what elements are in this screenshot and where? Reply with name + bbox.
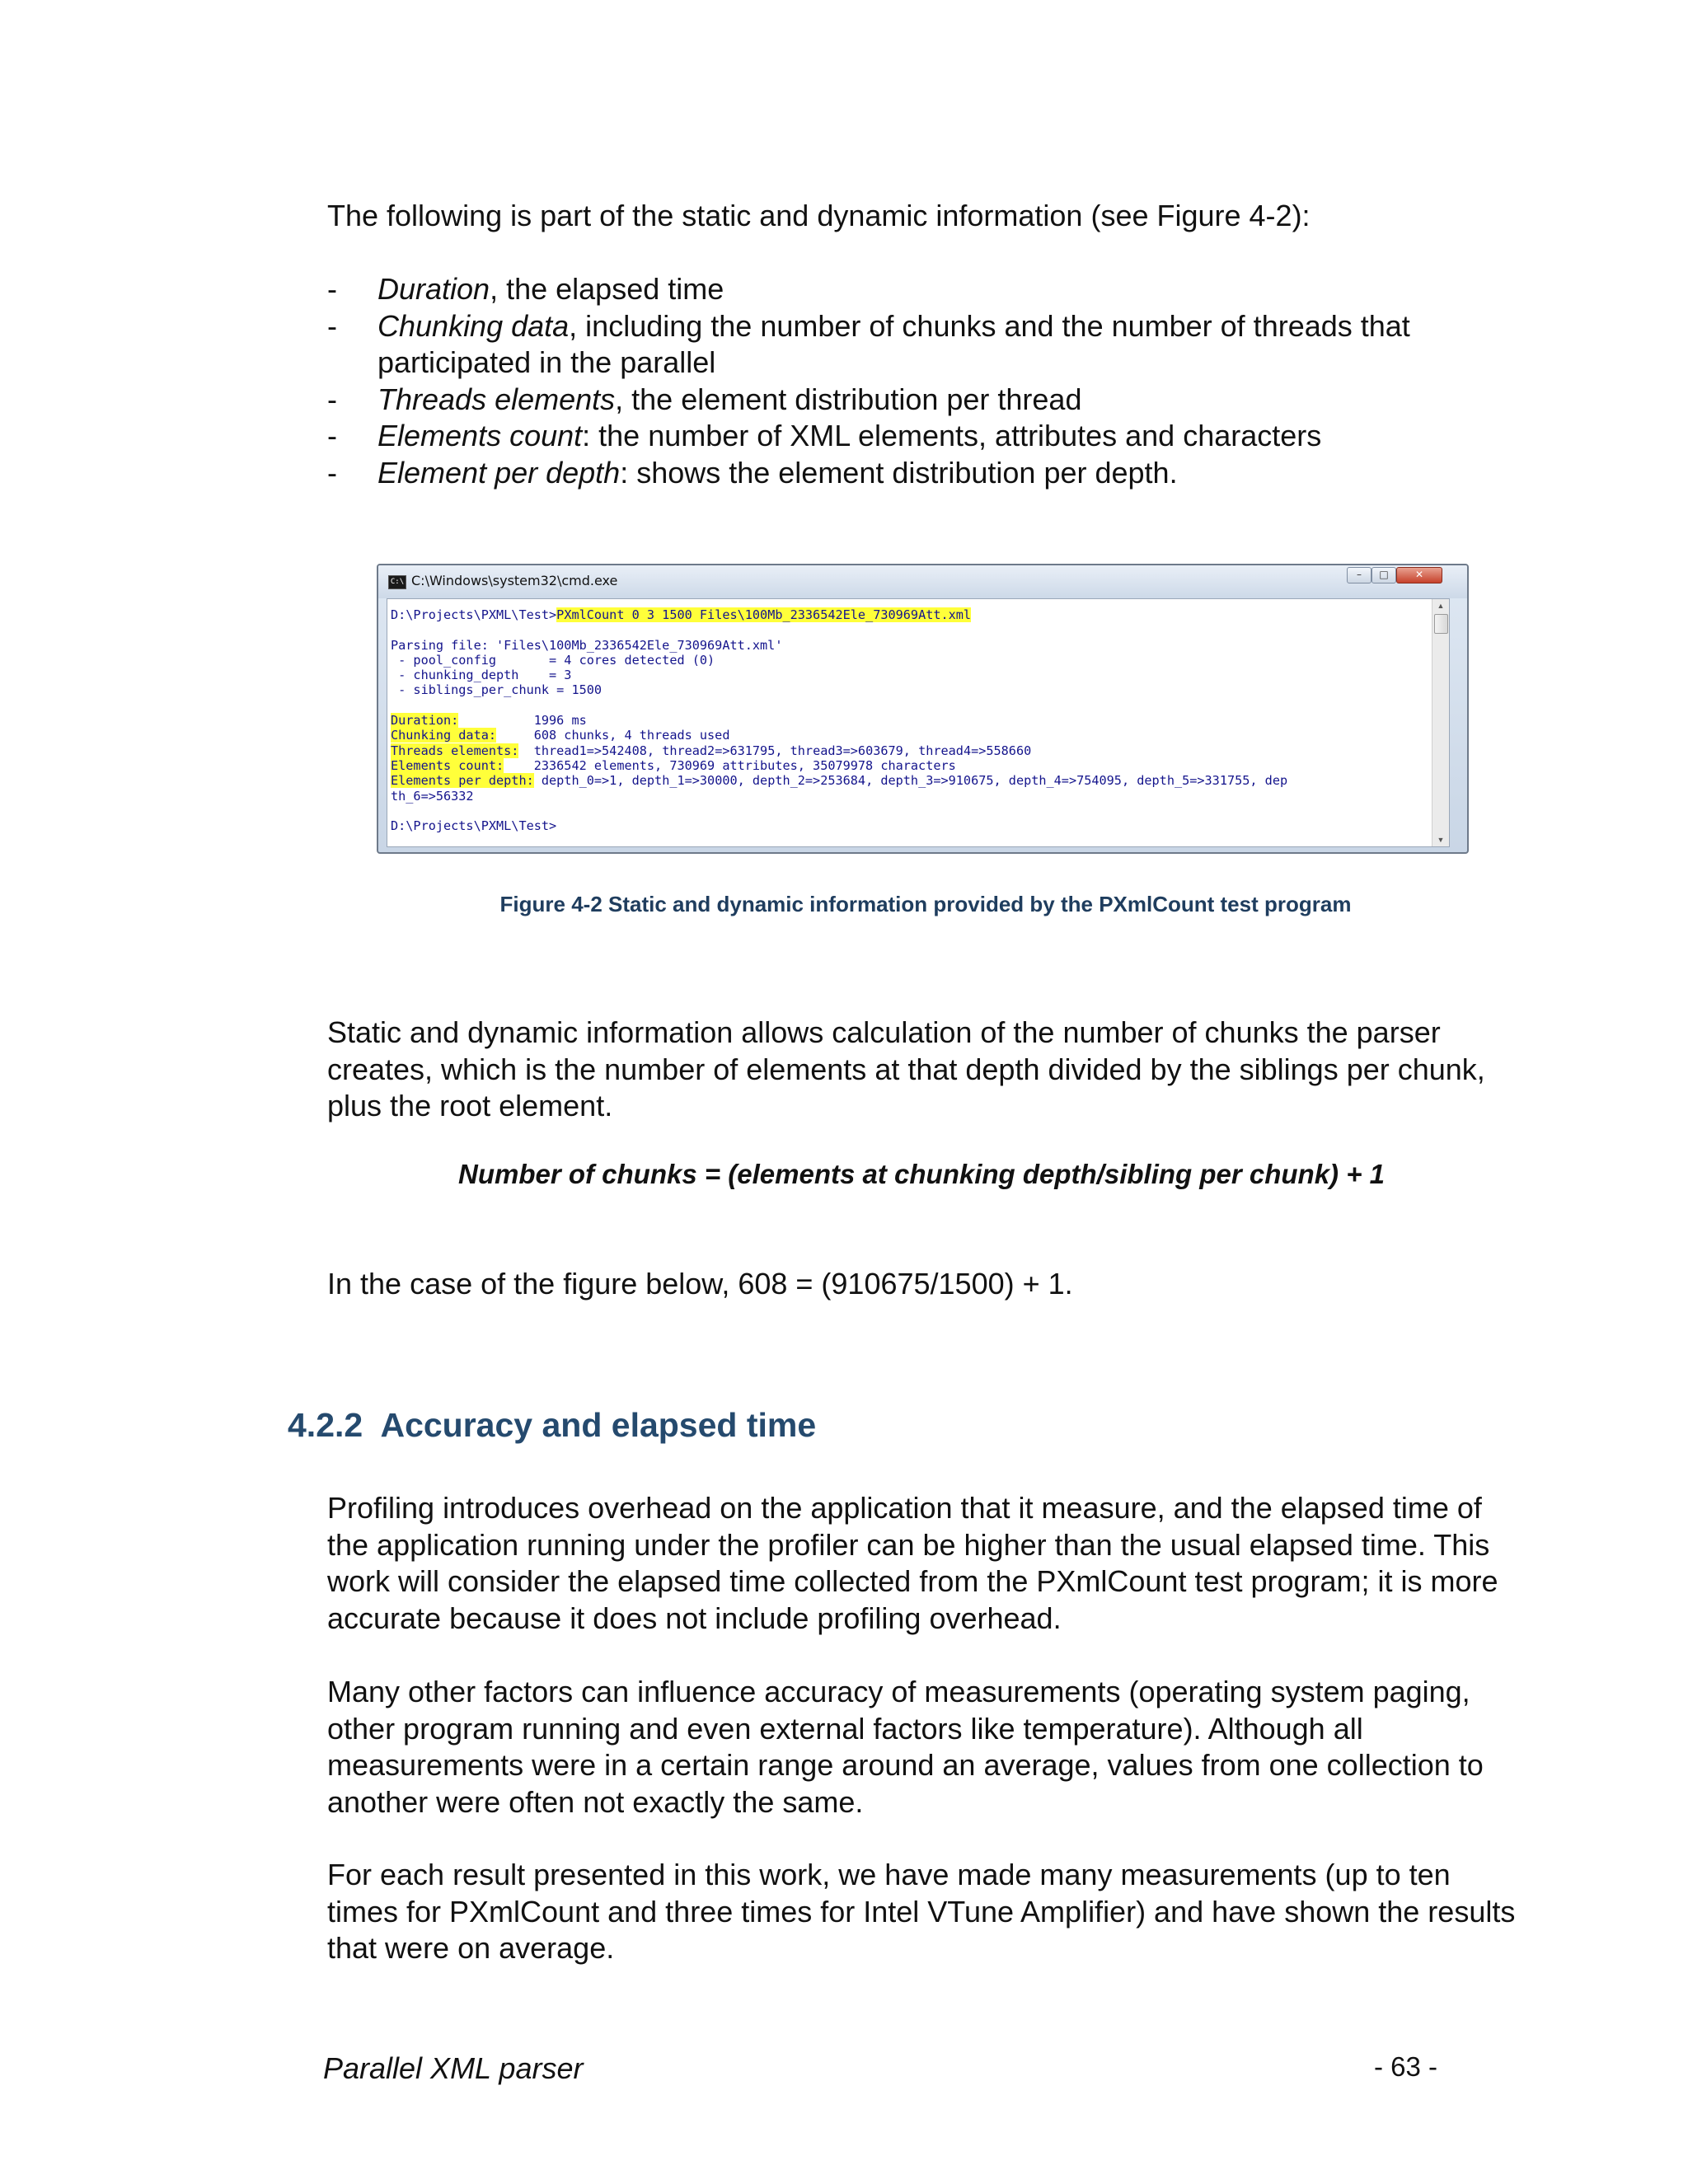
stat-spacer — [458, 713, 533, 728]
config-line: - chunking_depth = 3 — [391, 668, 572, 683]
prompt-path: D:\Projects\PXML\Test> — [391, 607, 557, 622]
maximize-button[interactable]: □ — [1372, 567, 1396, 583]
command-text: PXmlCount 0 3 1500 Files\100Mb_2336542Ele_730969Att.xml — [556, 607, 972, 622]
example-paragraph: In the case of the figure below, 608 = (910675/1500) + 1. — [327, 1267, 1073, 1301]
section-number: 4.2.2 — [288, 1406, 363, 1444]
bullet-term: Elements count — [377, 419, 583, 452]
page-number: - 63 - — [1374, 2051, 1438, 2082]
stat-value-elements-per-depth: depth_0=>1, depth_1=>30000, depth_2=>253684, depth_3=>910675, depth_4=>754095, depth_5=>331755, dep — [541, 773, 1288, 789]
config-line: - siblings_per_chunk = 1500 — [391, 682, 603, 698]
stat-spacer — [504, 758, 534, 773]
bullet-term: Threads elements — [377, 382, 616, 416]
stat-value-duration: 1996 ms — [533, 713, 587, 729]
scroll-down-arrow-icon[interactable]: ▼ — [1437, 836, 1445, 844]
close-button[interactable]: ✕ — [1396, 567, 1442, 583]
bullet-text: : the number of XML elements, attributes and characters — [582, 419, 1322, 452]
bullet-dash: - — [327, 419, 337, 452]
scrollbar-thumb[interactable] — [1434, 614, 1448, 634]
console-output — [391, 607, 1287, 833]
profiling-paragraph: Profiling introduces overhead on the application that it measure, and the elapsed time of the application running under the profiler can be higher than the usual elapsed time. This work will consider the elapsed time collected from the PXmlCount test program; it is more accurate because it does not include profiling overhead. — [327, 1491, 1498, 1635]
stat-label-duration: Duration: — [391, 713, 459, 729]
section-title: Accuracy and elapsed time — [380, 1406, 817, 1444]
stat-label-threads-elements: Threads elements: — [391, 743, 519, 758]
stat-label-elements-count: Elements count: — [391, 757, 504, 773]
stat-label-chunking-data: Chunking data: — [391, 728, 497, 743]
cmd-window-title: C:\Windows\system32\cmd.exe — [411, 573, 618, 588]
chunks-formula: Number of chunks = (elements at chunking depth/sibling per chunk) + 1 — [457, 1159, 1385, 1189]
console-scrollbar[interactable] — [1432, 599, 1449, 846]
results-paragraph: For each result presented in this work, we have made many measurements (up to ten times for PXmlCount and three times for Intel VTune Amplifier) and have shown the results that were on average. — [327, 1858, 1516, 1965]
bullet-term: Duration — [377, 272, 490, 306]
final-prompt: D:\Projects\PXML\Test> — [391, 818, 557, 834]
chunks-paragraph: Static and dynamic information allows calculation of the number of chunks the parser creates, which is the number of elements at that depth divided by the siblings per chunk, plus the root element. — [327, 1015, 1485, 1122]
stat-spacer — [518, 743, 533, 758]
bullet-elements-count — [327, 418, 1522, 455]
bullet-dash: - — [327, 382, 337, 416]
bullet-term: Chunking data — [377, 308, 570, 343]
bullet-duration — [327, 271, 1522, 308]
section-heading — [288, 1406, 816, 1445]
cmd-app-icon: C:\ — [388, 575, 406, 589]
bullet-text: , the element distribution per thread — [615, 382, 1082, 416]
factors-paragraph: Many other factors can influence accuracy of measurements (operating system paging, other program running and even external factors like temperature). Although all measurements were in a certain range around an average, values from one collection to another were often not exactly the same. — [327, 1675, 1484, 1819]
footer-title: Parallel XML parser — [323, 2051, 584, 2085]
wrapped-depth-line: th_6=>56332 — [391, 788, 474, 804]
bullet-term: Element per depth — [377, 455, 621, 490]
stat-value-chunking-data: 608 chunks, 4 threads used — [533, 728, 730, 743]
bullet-dash: - — [327, 455, 337, 490]
bullet-dash: - — [327, 272, 337, 306]
bullet-text: : shows the element distribution per depth. — [620, 455, 1178, 490]
bullet-threads-elements — [327, 382, 1522, 419]
stat-spacer — [496, 728, 534, 743]
stat-label-elements-per-depth: Elements per depth: — [391, 773, 534, 789]
bullet-element-per-depth — [327, 455, 1522, 492]
bullet-text: , including the number of chunks and the number of threads that participated in the parallel — [377, 308, 1410, 379]
intro-paragraph: The following is part of the static and dynamic information (see Figure 4-2): — [327, 199, 1311, 232]
cmd-window-titlebar — [378, 565, 1467, 598]
cmd-window-screenshot — [377, 564, 1469, 854]
stat-value-threads-elements: thread1=>542408, thread2=>631795, thread3=>603679, thread4=>558660 — [533, 743, 1032, 758]
figure-caption: Figure 4-2 Static and dynamic information provided by the PXmlCount test program — [499, 892, 1352, 916]
minimize-button[interactable]: – — [1347, 567, 1372, 583]
bullet-text: , the elapsed time — [490, 272, 724, 306]
config-line: - pool_config = 4 cores detected (0) — [391, 652, 715, 668]
stat-value-elements-count: 2336542 elements, 730969 attributes, 35079978 characters — [533, 757, 956, 773]
parsing-file-line: Parsing file: 'Files\100Mb_2336542Ele_730969Att.xml' — [391, 637, 783, 653]
bullet-dash: - — [327, 308, 337, 343]
cmd-console-area — [387, 598, 1450, 847]
info-bullet-list — [327, 271, 1522, 491]
scroll-up-arrow-icon[interactable]: ▲ — [1437, 602, 1445, 610]
stat-spacer — [534, 773, 542, 788]
bullet-chunking-data — [327, 308, 1522, 382]
